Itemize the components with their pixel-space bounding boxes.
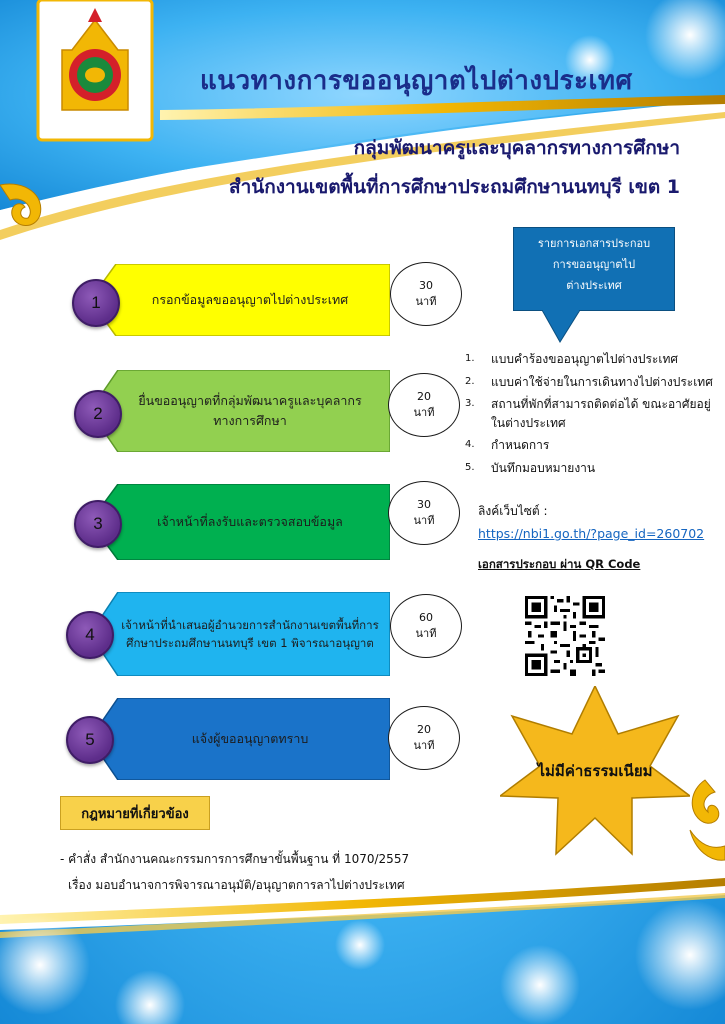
fee-badge-label: ไม่มีค่าธรรมเนียม bbox=[537, 762, 653, 780]
qr-code[interactable] bbox=[525, 596, 605, 676]
step-1-arrow bbox=[90, 264, 390, 346]
step-5-arrow bbox=[90, 698, 390, 780]
step-4-duration bbox=[390, 594, 462, 658]
step-5-number: 5 bbox=[66, 716, 114, 764]
step-3-duration bbox=[388, 481, 460, 545]
document-item: 5. บันทึกมอบหมายงาน bbox=[465, 460, 596, 475]
step-2-duration bbox=[388, 373, 460, 437]
step-4-text: เจ้าหน้าที่นำเสนอผู้อำนวยการสำนักงานเขตพื้นที่การศึกษาประถมศึกษานนทบุรี เขต 1 พิจารณาอนุญาต bbox=[121, 617, 379, 650]
website-link[interactable]: https://nbi1.go.th/?page_id=260702 bbox=[478, 526, 705, 541]
callout-line-3: ต่างประเทศ bbox=[566, 278, 622, 292]
page-title: แนวทางการขออนุญาตไปต่างประเทศ bbox=[200, 66, 633, 96]
step-5-duration bbox=[388, 706, 460, 770]
step-1-number: 1 bbox=[72, 279, 120, 327]
step-2-text: ยื่นขออนุญาตที่กลุ่มพัฒนาครูและบุคลากรทางการศึกษา bbox=[138, 393, 362, 428]
department-name: กลุ่มพัฒนาครูและบุคลากรทางการศึกษา bbox=[353, 137, 680, 159]
step-2-minutes: 20 bbox=[417, 389, 431, 403]
step-1-duration bbox=[390, 262, 462, 326]
step-3-number: 3 bbox=[74, 500, 122, 548]
step-1-minutes: 30 bbox=[419, 278, 433, 292]
law-text bbox=[60, 846, 409, 899]
fee-badge bbox=[500, 686, 690, 856]
step-2-arrow bbox=[90, 370, 390, 452]
qr-caption: เอกสารประกอบ ผ่าน QR Code bbox=[478, 557, 641, 571]
documents-callout bbox=[513, 227, 675, 311]
step-5-minutes: 20 bbox=[417, 722, 431, 736]
law-line-2: เรื่อง มอบอำนาจการพิจารณาอนุมัติ/อนุญาตการลาไปต่างประเทศ bbox=[68, 878, 405, 893]
step-4-unit: นาที bbox=[415, 627, 437, 640]
office-name: สำนักงานเขตพื้นที่การศึกษาประถมศึกษานนทบุรี เขต 1 bbox=[229, 176, 680, 198]
document-item: 1. แบบคำร้องขออนุญาตไปต่างประเทศ bbox=[465, 352, 679, 366]
callout-line-2: การขออนุญาตไป bbox=[552, 257, 636, 271]
step-3-arrow bbox=[90, 484, 390, 566]
step-3-minutes: 30 bbox=[417, 497, 431, 511]
document-item: 2. แบบค่าใช้จ่ายในการเดินทางไปต่างประเทศ bbox=[465, 374, 713, 389]
law-heading: กฎหมายที่เกี่ยวข้อง bbox=[60, 796, 210, 830]
step-2-unit: นาที bbox=[413, 406, 435, 419]
step-4-minutes: 60 bbox=[419, 610, 433, 624]
step-1-text: กรอกข้อมูลขออนุญาตไปต่างประเทศ bbox=[151, 292, 349, 307]
step-2-number: 2 bbox=[74, 390, 122, 438]
obec-logo bbox=[30, 0, 160, 150]
step-1-unit: นาที bbox=[415, 295, 437, 308]
callout-line-1: รายการเอกสารประกอบ bbox=[537, 237, 651, 250]
law-line-1: - คำสั่ง สำนักงานคณะกรรมการการศึกษาขั้นพื้นฐาน ที่ 1070/2557 bbox=[60, 852, 410, 866]
callout-pointer bbox=[540, 310, 590, 344]
document-item: 4. กำหนดการ bbox=[465, 438, 550, 453]
step-3-text: เจ้าหน้าที่ลงรับและตรวจสอบข้อมูล bbox=[157, 514, 343, 529]
step-5-text: แจ้งผู้ขออนุญาตทราบ bbox=[191, 731, 309, 746]
step-4-number: 4 bbox=[66, 611, 114, 659]
step-5-unit: นาที bbox=[413, 739, 435, 752]
step-4-arrow bbox=[90, 592, 390, 674]
website-label: ลิงค์เว็บไซต์ : bbox=[478, 504, 548, 518]
document-item: 3. สถานที่พักที่สามารถติดต่อได้ ขณะอาศัยอยู่ในต่างประเทศ bbox=[465, 397, 711, 430]
step-3-unit: นาที bbox=[413, 514, 435, 527]
documents-list bbox=[465, 350, 715, 482]
